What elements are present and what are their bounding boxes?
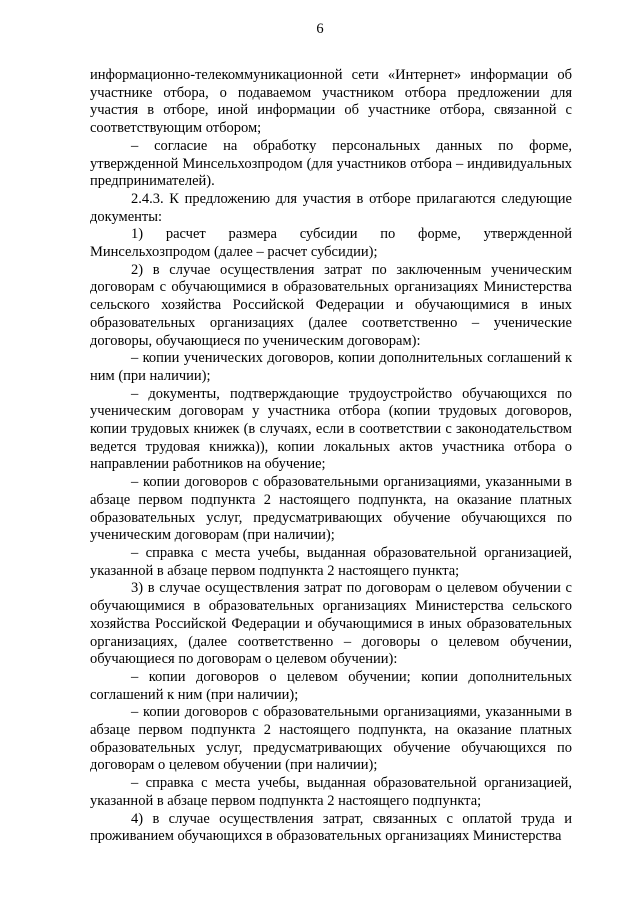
document-body — [90, 67, 572, 846]
list-item-1-subsidy-calculation: 1) расчет размера субсидии по форме, утвержденной Минсельхозпродом (далее – расчет субсидии); — [90, 226, 572, 261]
bullet-targeted-study-certificate: – справка с места учебы, выданная образовательной организацией, указанной в абзаце первом подпункта 2 настоящего подпункта; — [90, 775, 572, 809]
list-item-4-wages-housing: 4) в случае осуществления затрат, связанных с оплатой труда и проживанием обучающихся в образовательных организациях Министерства — [90, 810, 572, 845]
bullet-employment-documents: – документы, подтверждающие трудоустройство обучающихся по ученическим договорам у участника отбора (копии трудовых договоров, копии трудовых книжек (в случаях, если в соответствии с законодательством ведется трудовая книжка)), копии локальных актов участника отбора о направлении работников на обучение; — [90, 385, 572, 473]
paragraph-personal-data-consent: – согласие на обработку персональных данных по форме, утвержденной Минсельхозпродом (для участников отбора – индивидуальных предпринимателей). — [90, 137, 572, 190]
bullet-targeted-education-contracts: – копии договоров с образовательными организациями, указанными в абзаце первом подпункта 2 настоящего подпункта, на оказание платных образовательных услуг, предусматривающих обучение обучающихся по договорам о целевом обучении (при наличии); — [90, 704, 572, 774]
bullet-education-contracts: – копии договоров с образовательными организациями, указанными в абзаце первом подпункта 2 настоящего подпункта, на оказание платных образовательных услуг, предусматривающих обучение обучающихся по ученическим договорам (при наличии); — [90, 474, 572, 544]
page-number: 6 — [316, 21, 324, 37]
bullet-contract-copies: – копии ученических договоров, копии дополнительных соглашений к ним (при наличии); — [90, 350, 572, 384]
list-item-3-targeted-training: 3) в случае осуществления затрат по договорам о целевом обучении с обучающимися в образовательных организациях Министерства сельского хозяйства Российской Федерации и обучающимися в иных образовательных организациях, (далее соответственно – договоры о целевом обучении, обучающиеся по договорам о целевом обучении): — [90, 580, 572, 668]
list-item-2-student-contracts: 2) в случае осуществления затрат по заключенным ученическим договорам с обучающимися в образовательных организациях Министерства сельского хозяйства Российской Федерации и обучающимися в иных образовательных организациях (далее соответственно – ученические договоры, обучающиеся по ученическим договорам): — [90, 261, 572, 349]
paragraph-internet-info: информационно-телекоммуникационной сети «Интернет» информации об участнике отбора, о подаваемом участником отбора предложении для участия в отборе, иной информации об участнике отбора, связанной с соответствующим отбором; — [90, 67, 572, 137]
bullet-study-certificate: – справка с места учебы, выданная образовательной организацией, указанной в абзаце первом подпункта 2 настоящего пункта; — [90, 544, 572, 579]
paragraph-2-4-3-heading: 2.4.3. К предложению для участия в отборе прилагаются следующие документы: — [90, 190, 572, 225]
bullet-targeted-contract-copies: – копии договоров о целевом обучении; копии дополнительных соглашений к ним (при наличии); — [90, 668, 572, 703]
